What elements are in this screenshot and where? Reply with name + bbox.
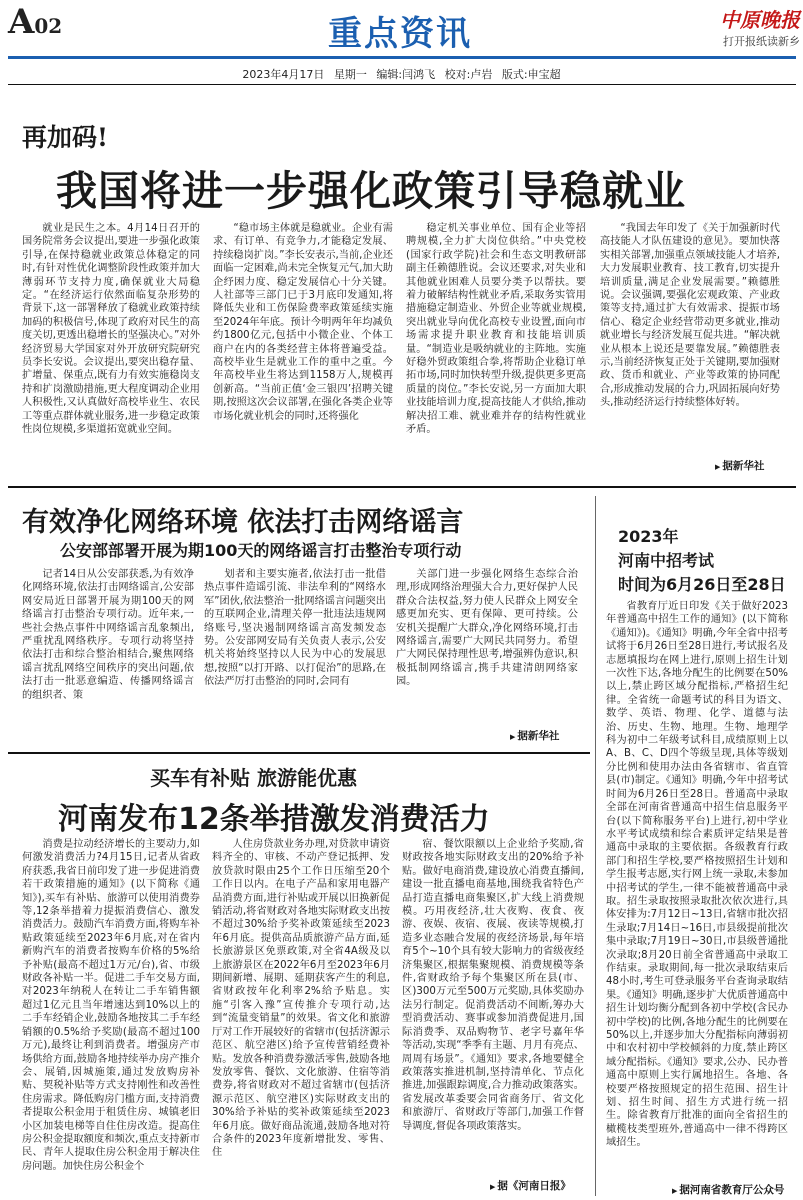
article3-credit: ▶ 据《河南日报》	[490, 1178, 571, 1193]
layout-credit: 版式:申宝超	[501, 68, 561, 81]
page-number-digits: 02	[34, 14, 63, 38]
article1-col4: “我国去年印发了《关于加强新时代高技能人才队伍建设的意见》。要加快落实相关部署,加强重点领域技能人才培养,大力发展职业教育、技工教育,切实提升培训质量,满足企业发展需要。”赖德胜说。会议强调,要强化宏观政策、产业政策等支持,通过扩大有效需求、提振市场信心、稳定企业经营带动更多就业,推动就业增长与经济发展互促共进。“解决就业从根本上说还是要靠发展。”赖德胜表示,当前经济恢复正处于关键期,要加强财政、货币和就业、产业等政策的协同配合,形成推动发展的合力,巩固拓展向好势头,推动经济运行持续整体好转。	[600, 223, 780, 409]
article1-headline: 我国将进一步强化政策引导稳就业	[56, 167, 686, 215]
article2-headline: 有效净化网络环境 依法打击网络谣言	[22, 507, 464, 538]
dateline	[0, 66, 803, 82]
article2-bottom-rule	[8, 752, 590, 754]
article1-col1: 就业是民生之本。4月14日召开的国务院常务会议提出,要进一步强化政策引导,在保持稳就业政策总体稳定的同时,有针对性优化调整阶段性政策并加大薄弱环节支持力度,确保就业大局稳定。“在经济运行依然面临复杂形势的背景下,这一部署释放了稳就业政策持续加码的积极信号,体现了政府对民生的高度关切,更透出稳增长的坚强决心。”对外经济贸易大学国家对外开放研究院研究员李长安说。会议提出,要突出稳存量、扩增量、保重点,既有力有效实施稳岗支持和扩岗激励措施,更大程度调动企业用人积极性,又认真做好高校毕业生、农民工等重点群体就业服务,进一步稳定政策性岗位规模,多渠道拓宽就业空间。	[22, 223, 200, 436]
section-title: 重点资讯	[328, 14, 472, 54]
article2-subhead: 公安部部署开展为期100天的网络谣言打击整治专项行动	[60, 541, 462, 560]
article2-credit: ▶ 据新华社	[510, 728, 559, 743]
dateline-rule	[8, 84, 796, 85]
article4-title-line3: 时间为6月26日至28日	[618, 575, 786, 594]
proof-credit: 校对:卢岩	[444, 68, 493, 81]
page-letter: A	[8, 2, 35, 42]
paper-slogan: 打开报纸读新乡	[723, 35, 800, 48]
article1-credit: ▶ 据新华社	[715, 458, 764, 473]
article4-credit: ▶ 据河南省教育厅公众号	[672, 1182, 784, 1197]
article4-title-line1: 2023年	[618, 527, 679, 546]
article2-col1: 记者14日从公安部获悉,为有效净化网络环境,依法打击网络谣言,公安部网安局近日部署开展为期100天的网络谣言打击整治专项行动。近年来,一些社会热点事件中网络谣言乱象频出,严重扰乱网络秩序。专项行动将坚持依法打击和综合整治相结合,聚焦网络谣言扰乱网络空间秩序的突出问题,依法打击一批恶意编造、传播网络谣言的组织者、策	[22, 569, 194, 701]
page-number	[8, 2, 62, 42]
article1-col3: 稳定机关事业单位、国有企业等招聘规模,全力扩大岗位供给。”中央党校(国家行政学院)社会和生态文明教研部副主任赖德胜说。会议还要求,对失业和其他就业困难人员要分类予以帮扶。要着力破解结构性就业矛盾,采取务实管用措施稳定制造业、外贸企业等就业规模,突出就业导向优化高校专业设置,面向市场需求提升职业教育和技能培训质量。“制造业是吸纳就业的主阵地。实施好稳外贸政策组合拳,将帮助企业稳订单拓市场,同时加快转型升级,提供更多更高质量的岗位。”李长安说,另一方面加大职业技能培训力度,提高技能人才供给,推动解决招工难、就业难并存的结构性就业矛盾。	[406, 223, 586, 436]
article4-body: 省教育厅近日印发《关于做好2023年普通高中招生工作的通知》(以下简称《通知》)。《通知》明确,今年全省中招考试将于6月26日至28日进行,考试报名及志愿填报均在网上进行,原则上招生计划一次性下达,各地分配生的比例要在50%以上,禁止跨区域分配指标,严格招生纪律。全省统一命题考试的科目为语文、数学、英语、物理、化学、道德与法治、历史、生物、地理。生物、地理学科为初中二年级考试科目,成绩原则上以A、B、C、D四个等级呈现,具体等级划分比例和使用办法由各省辖市、省直管县(市)制定。《通知》明确,今年中招考试时间为6月26日至28日。普通高中录取全部在河南省普通高中招生信息服务平台(以下简称服务平台)上进行,初中学业水平考试成绩和综合素质评定结果是普通高中录取的主要依据。各级教育行政部门和招生学校,要严格按照招生计划和学生报考志愿,实行网上统一录取,未参加中招考试的学生,一律不能被普通高中录取。招生录取按照录取批次依次进行,具体安排为:7月12日~13日,省辖市批次招生录取;7月14日~16日,市县级提前批次集中录取;7月19日~30日,市县级普通批次录取;8月20日前全省普通高中录取工作结束。录取期间,每一批次录取结束后48小时,考生可登录服务平台查询录取结果。《通知》明确,逐步扩大优质普通高中招生计划均衡分配到各初中学校(含民办初中学校)的比例,各地分配生的比例要在50%以上,并逐步加大分配指标向薄弱初中和农村初中学校倾斜的力度,禁止跨区域分配指标。《通知》要求,公办、民办普通高中原则上实行属地招生。各地、各校要严格按照规定的招生范围、招生计划、招生时间、招生方式进行统一招生。除省教育厅批准的面向全省招生的橄榄枝类型班外,普通高中一律不得跨区域招生。	[606, 601, 788, 1149]
paper-name: 中原晚报	[720, 8, 800, 32]
article4-title-line2: 河南中招考试	[618, 551, 715, 570]
article3-headline: 河南发布12条举措激发消费活力	[58, 802, 490, 837]
header-rule	[8, 56, 796, 59]
article1-bottom-rule	[8, 486, 796, 488]
issue-date: 2023年4月17日	[242, 68, 325, 81]
column-separator	[595, 496, 596, 1196]
article1-kicker: 再加码!	[22, 123, 108, 152]
editor-credit: 编辑:闫鸿飞	[376, 68, 436, 81]
article3-col3: 宿、餐饮限额以上企业给予奖励,省财政按各地实际财政支出的20%给予补贴。做好电商消费,建设放心消费直播间,建设一批直播电商基地,围绕我省特色产品打造直播电商集聚区,扩大线上消费规模。巧用夜经济,壮大夜购、夜食、夜游、夜娱、夜宿、夜展、夜读等规模,打造多业态融合发展的夜经济场景,每年培育5个~10个具有较大影响力的省级夜经济集聚区,根据集聚规模、消费规模等条件,省财政给予每个集聚区所在县(市、区)300万元至500万元奖励,具体奖励办法另行制定。促消费活动不间断,筹办大型消费活动、赛事或参加消费促进月,国际消费季、双品购物节、老字号嘉年华等活动,实现“季季有主题、月月有亮点、周周有场景”。《通知》要求,各地要健全政策落实推进机制,坚持清单化、节点化推进,加强跟踪调度,合力推动政策落实。省发展改革委要会同省商务厅、省文化和旅游厅、省财政厅等部门,加强工作督导调度,督促各项政策落实。	[402, 839, 584, 1132]
article3-kicker: 买车有补贴 旅游能优惠	[150, 766, 357, 790]
article1-col2: “稳市场主体就是稳就业。企业有需求、有订单、有竞争力,才能稳定发展、持续稳岗扩岗。”李长安表示,当前,企业还面临一定困难,尚未完全恢复元气,加大助企纾困力度、稳定发展信心十分关键。人社部等三部门已于3月底印发通知,将降低失业和工伤保险费率政策延续实施至2024年年底。预计今明两年年均减负约1800亿元,包括中小微企业、个体工商户在内的各类经营主体将普遍受益。高校毕业生是就业工作的重中之重。今年高校毕业生将达到1158万人,规模再创新高。“当前正值‘金三银四’招聘关键期,按照这次会议部署,在强化各类企业等市场化就业机会的同时,还将强化	[213, 223, 393, 422]
issue-weekday: 星期一	[333, 68, 367, 81]
article2-col2: 划者和主要实施者,依法打击一批借热点事件造谣引流、非法牟利的“网络水军”团伙,依法整治一批网络谣言问题突出的互联网企业,清理关停一批违法违规网络账号,坚决遏制网络谣言高发频发态势。公安部网安局有关负责人表示,公安机关将始终坚持以人民为中心的发展思想,按照“以打开路、以打促治”的思路,在依法严厉打击整治的同时,会同有	[204, 569, 386, 688]
paper-logo	[640, 4, 800, 49]
article3-col2: 人住房贷款业务办理,对贷款申请资料齐全的、审核、不动产登记抵押、发放贷款时限由25个工作日压缩至20个工作日以内。在电子产品和家用电器产品消费方面,进行补贴或开展以旧换新促销活动,将省财政对各地实际财政支出按不超过30%给予奖补政策延续至2023年6月底。提供高品质旅游产品方面,延长旅游景区免票政策,对全省4A级及以上旅游景区在2022年6月至2023年6月期间新增、展期、延期获客产生的利息,省财政按年化利率2%给予贴息。实施“引客入豫”宣传推介专项行动,达到“流量变销量”的效果。省文化和旅游厅对工作开展较好的省辖市(包括济源示范区、航空港区)给予宣传营销经费补贴。发放各种消费券激活零售,鼓励各地发放零售、餐饮、文化旅游、住宿等消费券,将省财政对不超过省辖市(包括济源示范区、航空港区)实际财政支出的30%给予补贴的奖补政策延续至2023年6月底。做好商品流通,鼓励各地对符合条件的2023年度新增批发、零售、住	[212, 839, 390, 1159]
article2-col3: 关部门进一步强化网络生态综合治理,形成网络治理强大合力,更好保护人民群众合法权益,努力使人民群众上网安全感更加充实、更有保障、更可持续。公安机关提醒广大群众,净化网络环境,打击网络谣言,需要广大网民共同努力。希望广大网民保持理性思考,增强辨伪意识,积极抵制网络谣言,携手共建清朗网络家园。	[396, 569, 578, 688]
article3-col1: 消费是拉动经济增长的主要动力,如何激发消费活力?4月15日,记者从省政府获悉,我省日前印发了进一步促进消费若干政策措施的通知》(以下简称《通知》),买车有补贴、旅游可以使用消费券等,12条举措着力提振消费信心、激发消费活力。鼓励汽车消费方面,将购车补贴政策延续至2023年6月底,对在省内新购汽车的消费者按购车价格的5%给予补贴(最高不超过1万元/台),省、市级财政各补贴一半。促进二手车交易方面,对2023年纳税人在转让二手车销售额超过1亿元且当年增速达到10%以上的二手车经销企业,鼓励各地按其二手车经销额的0.5%给予奖励(最高不超过100万元),最终让利到消费者。增强房产市场供给方面,鼓励各地持续举办房产推介会、展销,因城施策,通过发放购房补贴、契税补贴等方式支持刚性和改善性住房需求。降低购房门槛方面,支持消费者提取公积金用于租赁住房、城镇老旧小区加装电梯等自住住房改造。提高住房公积金提取额度和频次,重点支持新市民、青年人提取住房公积金用于解决住房问题。加快住房公积金个	[22, 839, 200, 1172]
